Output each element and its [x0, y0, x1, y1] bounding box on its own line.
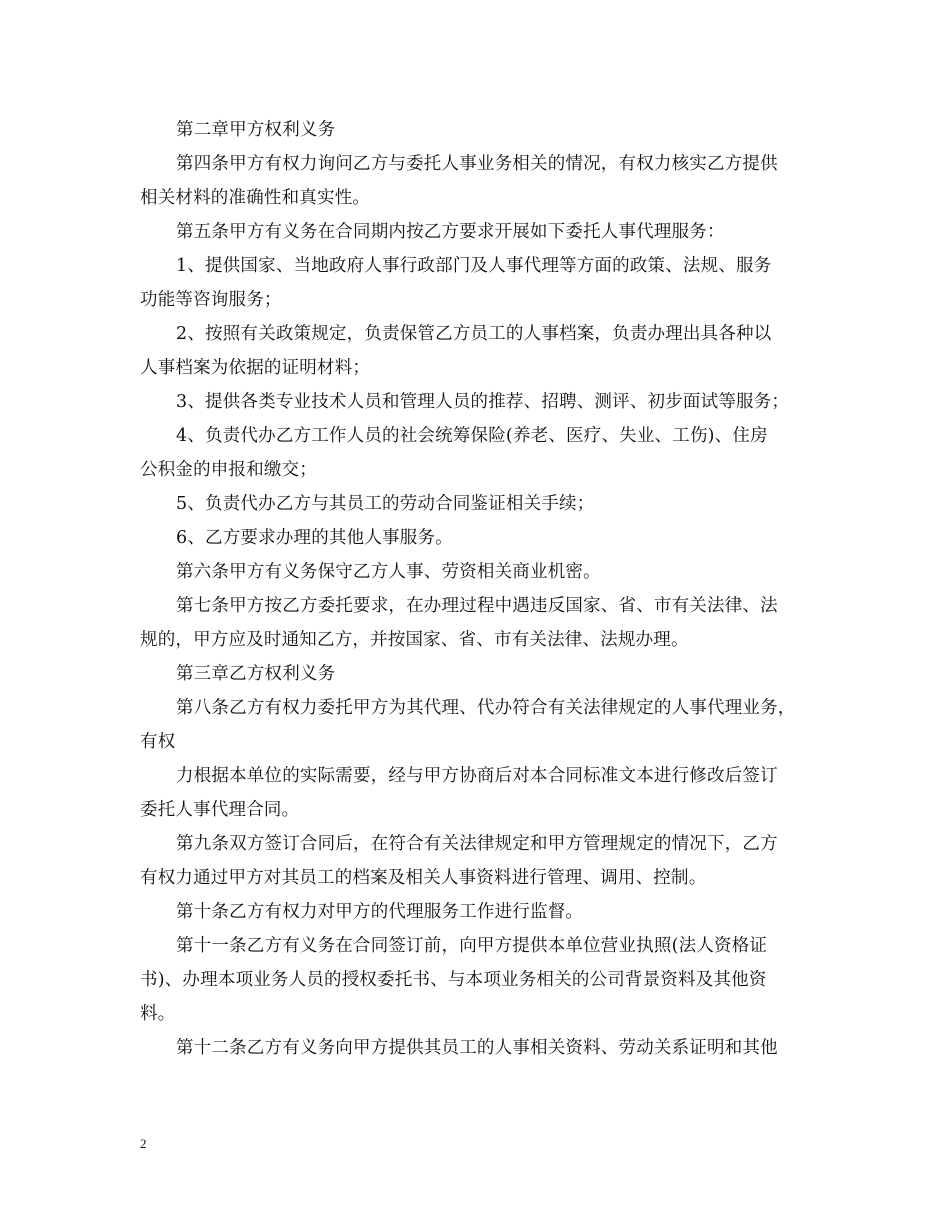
text-line: 第七条甲方按乙方委托要求，在办理过程中遇违反国家、省、市有关法律、法	[176, 596, 778, 616]
text-line: 第五条甲方有义务在合同期内按乙方要求开展如下委托人事代理服务：	[176, 222, 725, 242]
text-line: 第九条双方签订合同后，在符合有关法律规定和甲方管理规定的情况下，乙方	[176, 834, 778, 854]
text-line: 有权	[140, 732, 176, 752]
chapter-heading-2: 第二章甲方权利义务	[176, 120, 336, 140]
text-line: 功能等咨询服务；	[140, 290, 282, 310]
text-line: 人事档案为依据的证明材料；	[140, 358, 371, 378]
text-line: 第六条甲方有义务保守乙方人事、劳资相关商业机密。	[176, 562, 601, 582]
text-line: 公积金的申报和缴交；	[140, 460, 317, 480]
text-line: 第八条乙方有权力委托甲方为其代理、代办符合有关法律规定的人事代理业务，	[176, 698, 796, 718]
text-line: 4、负责代办乙方工作人员的社会统筹保险(养老、医疗、失业、工伤)、住房	[176, 426, 768, 446]
text-line: 第十一条乙方有义务在合同签订前，向甲方提供本单位营业执照(法人资格证	[176, 936, 768, 956]
text-line: 书)、办理本项业务人员的授权委托书、与本项业务相关的公司背景资料及其他资	[140, 970, 767, 990]
text-line: 3、提供各类专业技术人员和管理人员的推荐、招聘、测评、初步面试等服务；	[176, 392, 790, 412]
text-line: 2、按照有关政策规定，负责保管乙方员工的人事档案，负责办理出具各种以	[176, 324, 772, 344]
text-line: 有权力通过甲方对其员工的档案及相关人事资料进行管理、调用、控制。	[140, 868, 707, 888]
text-line: 规的，甲方应及时通知乙方，并按国家、省、市有关法律、法规办理。	[140, 630, 689, 650]
text-line: 第四条甲方有权力询问乙方与委托人事业务相关的情况，有权力核实乙方提供	[176, 154, 778, 174]
text-line: 第十条乙方有权力对甲方的代理服务工作进行监督。	[176, 902, 584, 922]
text-line: 第十二条乙方有义务向甲方提供其员工的人事相关资料、劳动关系证明和其他	[176, 1038, 778, 1058]
text-line: 6、乙方要求办理的其他人事服务。	[176, 528, 453, 548]
chapter-heading-3: 第三章乙方权利义务	[176, 664, 336, 684]
text-line: 相关材料的准确性和真实性。	[140, 188, 371, 208]
text-line: 委托人事代理合同。	[140, 800, 300, 820]
text-line: 1、提供国家、当地政府人事行政部门及人事代理等方面的政策、法规、服务	[176, 256, 772, 276]
text-line: 料。	[140, 1004, 176, 1024]
text-line: 力根据本单位的实际需要，经与甲方协商后对本合同标准文本进行修改后签订	[176, 766, 778, 786]
page-number: 2	[140, 1136, 147, 1151]
text-line: 5、负责代办乙方与其员工的劳动合同鉴证相关手续；	[176, 494, 595, 514]
